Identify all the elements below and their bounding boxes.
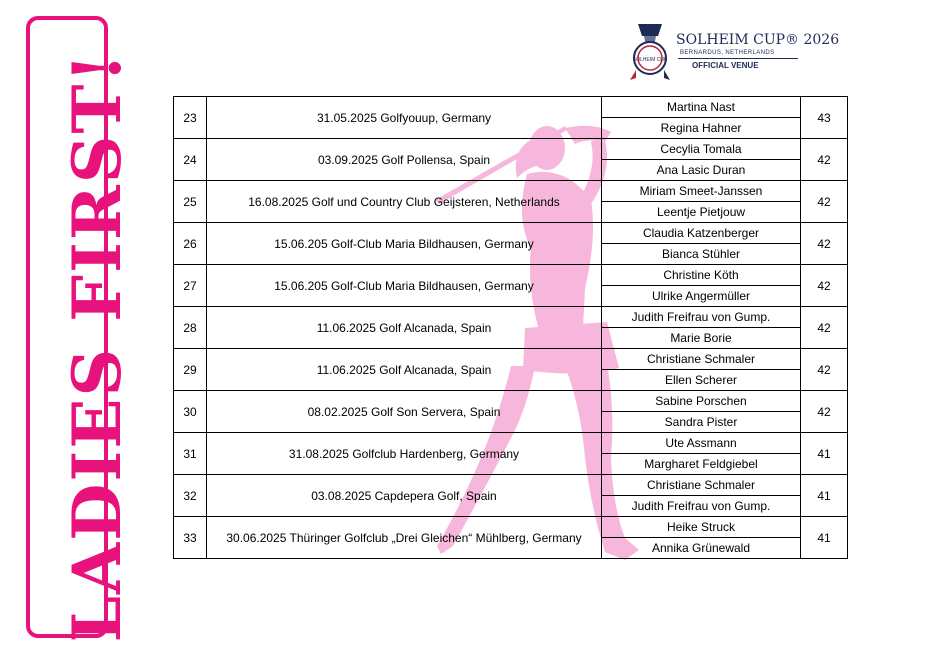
table-row [174,349,848,370]
score-cell: 42 [801,139,848,181]
event-cell: 03.08.2025 Capdepera Golf, Spain [207,475,602,517]
event-cell: 31.08.2025 Golfclub Hardenberg, Germany [207,433,602,475]
solheim-cup-logo [626,20,840,84]
table-row [174,181,848,202]
score-cell: 42 [801,391,848,433]
score-cell: 42 [801,181,848,223]
logo-tag: OFFICIAL VENUE [692,61,759,70]
table-row [174,433,848,454]
player-cell: Sabine Porschen [602,391,801,412]
player-cell: Sandra Pister [602,412,801,433]
score-cell: 41 [801,433,848,475]
player-cell: Judith Freifrau von Gump. [602,496,801,517]
rank-cell: 31 [174,433,207,475]
rank-cell: 27 [174,265,207,307]
logo-title: SOLHEIM CUP® 2026 [676,32,840,48]
logo-subtitle: BERNARDUS, NETHERLANDS [680,50,775,56]
score-cell: 43 [801,97,848,139]
rank-cell: 32 [174,475,207,517]
logo-divider [678,58,798,59]
player-cell: Miriam Smeet-Janssen [602,181,801,202]
table-row [174,97,848,118]
score-cell: 41 [801,517,848,559]
event-cell: 11.06.2025 Golf Alcanada, Spain [207,307,602,349]
score-cell: 42 [801,265,848,307]
player-cell: Ulrike Angermüller [602,286,801,307]
player-cell: Regina Hahner [602,118,801,139]
event-cell: 11.06.2025 Golf Alcanada, Spain [207,349,602,391]
table-row [174,391,848,412]
event-cell: 03.09.2025 Golf Pollensa, Spain [207,139,602,181]
table-row [174,139,848,160]
table-row [174,517,848,538]
results-body [174,97,848,559]
table-row [174,475,848,496]
player-cell: Margharet Feldgiebel [602,454,801,475]
player-cell: Christiane Schmaler [602,349,801,370]
score-cell: 42 [801,349,848,391]
event-cell: 31.05.2025 Golfyouup, Germany [207,97,602,139]
banner-title: LADIES FIRST! [58,51,136,643]
rank-cell: 24 [174,139,207,181]
rank-cell: 26 [174,223,207,265]
player-cell: Claudia Katzenberger [602,223,801,244]
rank-cell: 23 [174,97,207,139]
player-cell: Marie Borie [602,328,801,349]
player-cell: Christine Köth [602,265,801,286]
event-cell: 15.06.205 Golf-Club Maria Bildhausen, Germany [207,223,602,265]
event-cell: 16.08.2025 Golf und Country Club Geijsteren, Netherlands [207,181,602,223]
player-cell: Judith Freifrau von Gump. [602,307,801,328]
player-cell: Annika Grünewald [602,538,801,559]
rank-cell: 30 [174,391,207,433]
player-cell: Leentje Pietjouw [602,202,801,223]
player-cell: Ellen Scherer [602,370,801,391]
score-cell: 42 [801,307,848,349]
table-row [174,265,848,286]
player-cell: Cecylia Tomala [602,139,801,160]
event-cell: 08.02.2025 Golf Son Servera, Spain [207,391,602,433]
table-row [174,223,848,244]
trophy-icon [626,20,674,84]
player-cell: Heike Struck [602,517,801,538]
event-cell: 30.06.2025 Thüringer Golfclub „Drei Gleichen“ Mühlberg, Germany [207,517,602,559]
player-cell: Christiane Schmaler [602,475,801,496]
rank-cell: 29 [174,349,207,391]
rank-cell: 28 [174,307,207,349]
player-cell: Martina Nast [602,97,801,118]
score-cell: 41 [801,475,848,517]
rank-cell: 25 [174,181,207,223]
player-cell: Ana Lasic Duran [602,160,801,181]
emblem-text: SOLHEIM CUP [632,57,668,63]
player-cell: Bianca Stühler [602,244,801,265]
event-cell: 15.06.205 Golf-Club Maria Bildhausen, Germany [207,265,602,307]
player-cell: Ute Assmann [602,433,801,454]
table-row [174,307,848,328]
results-table [173,96,848,559]
rank-cell: 33 [174,517,207,559]
score-cell: 42 [801,223,848,265]
ladies-first-banner [26,16,136,643]
